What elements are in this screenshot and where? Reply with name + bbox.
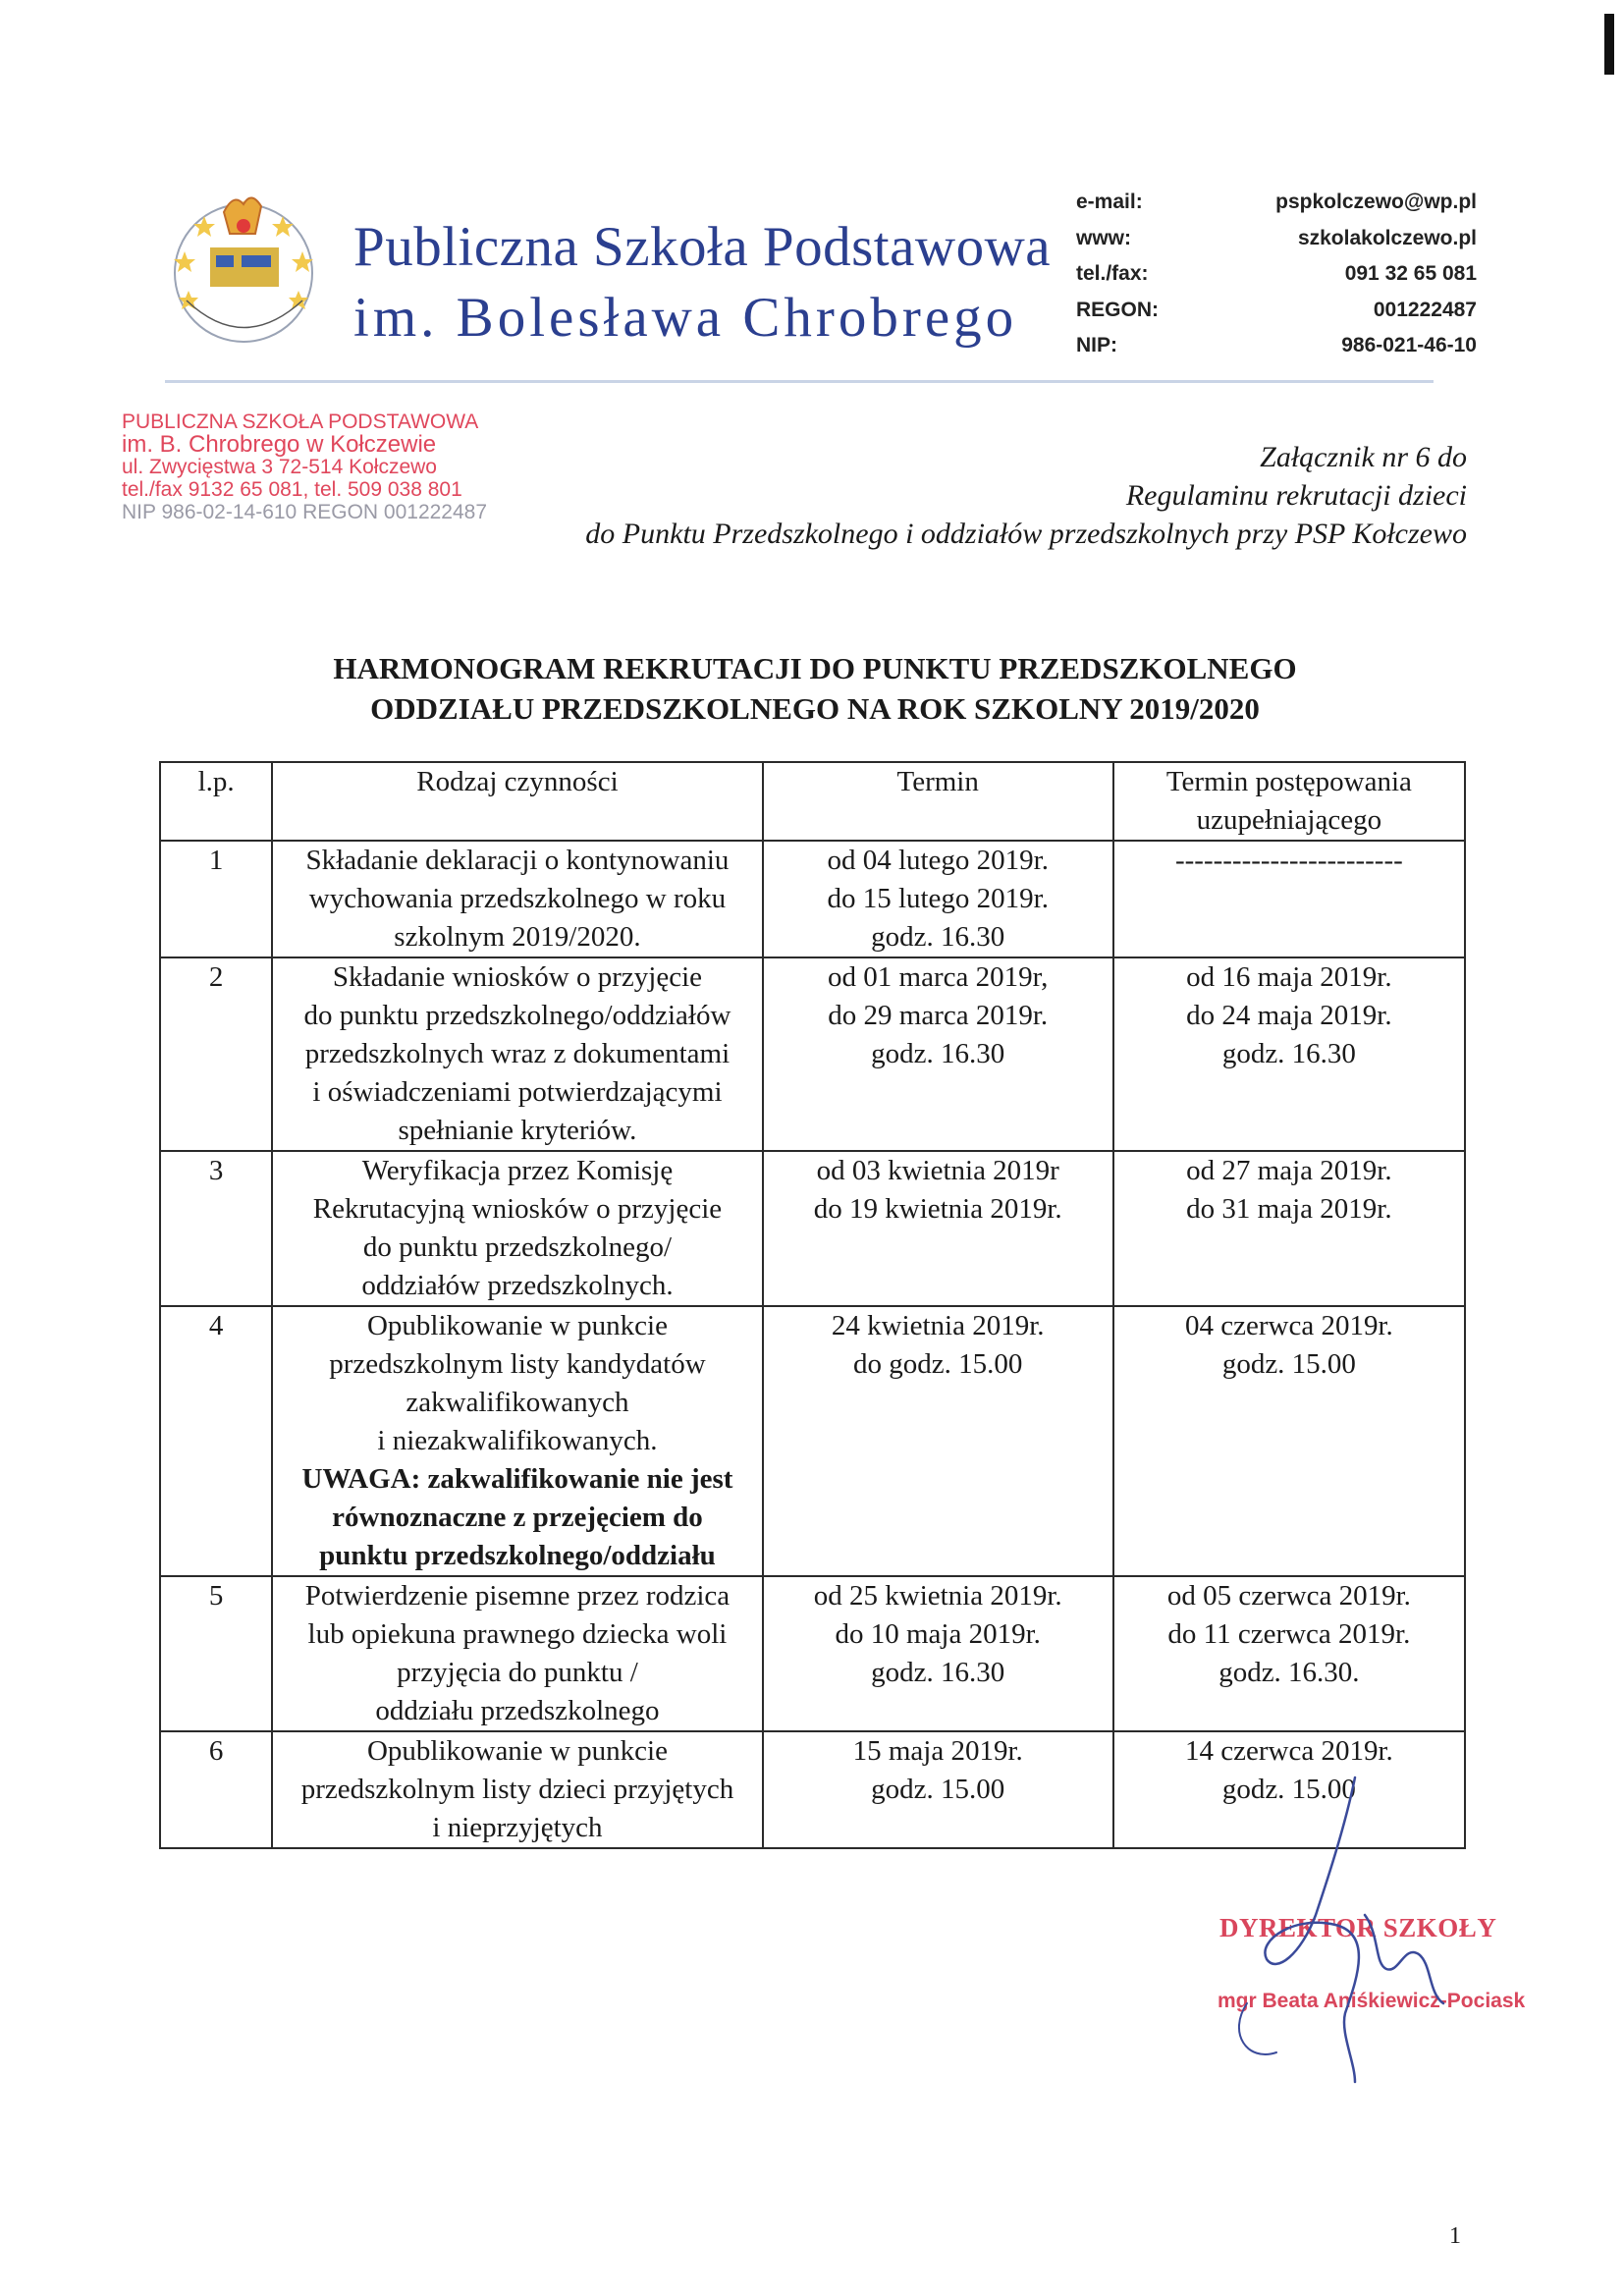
annex-note [471, 438, 1467, 553]
term-line: do 19 kwietnia 2019r. [813, 1193, 1062, 1225]
header-activity: Rodzaj czynności [272, 762, 762, 841]
term-line: godz. 16.30 [871, 1038, 1005, 1069]
table-row [160, 957, 1465, 1151]
supplementary-line: od 05 czerwca 2019r. [1166, 1580, 1411, 1612]
contact-regon-label: REGON: [1076, 298, 1159, 321]
activity-line: spełnianie kryteriów. [398, 1115, 637, 1146]
school-name [353, 212, 1051, 354]
header-lp: l.p. [160, 762, 272, 841]
activity-line: Weryfikacja przez Komisję [361, 1155, 674, 1186]
row-number: 5 [160, 1576, 272, 1731]
activity-cell [272, 1151, 762, 1306]
activity-line: Opublikowanie w punkcie [366, 1310, 668, 1341]
term-line: do godz. 15.00 [853, 1348, 1023, 1380]
term-line: do 15 lutego 2019r. [827, 883, 1049, 914]
activity-line: oddziałów przedszkolnych. [361, 1270, 674, 1301]
school-stamp [122, 410, 487, 523]
activity-line: zakwalifikowanych [406, 1387, 629, 1418]
term-line: 15 maja 2019r. [852, 1735, 1023, 1767]
school-name-line2: im. Bolesława Chrobrego [353, 287, 1018, 349]
contact-email-label: e-mail: [1076, 191, 1143, 213]
activity-line: do punktu przedszkolnego/ [362, 1231, 673, 1263]
activity-line: lub opiekuna prawnego dziecka woli [307, 1618, 728, 1650]
supplementary-line: godz. 15.00 [1221, 1348, 1356, 1380]
term-line: od 03 kwietnia 2019r [816, 1155, 1059, 1186]
activity-line: oddziału przedszkolnego [375, 1695, 660, 1726]
header-supplementary: Termin postępowania uzupełniającego [1113, 762, 1465, 841]
contact-regon-row [1076, 293, 1477, 329]
row-number: 3 [160, 1151, 272, 1306]
term-cell [763, 1151, 1113, 1306]
term-line: 24 kwietnia 2019r. [831, 1310, 1045, 1341]
supplementary-cell [1113, 1306, 1465, 1576]
contact-phone-value: 091 32 65 081 [1344, 262, 1477, 285]
stamp-line5: NIP 986-02-14-610 REGON 001222487 [122, 501, 488, 523]
school-logo [165, 183, 322, 355]
school-name-line1: Publiczna Szkoła Podstawowa [353, 216, 1052, 278]
annex-line1: Załącznik nr 6 do [1260, 441, 1467, 473]
activity-line: Potwierdzenie pisemne przez rodzica [304, 1580, 731, 1612]
activity-line: Składanie wniosków o przyjęcie [332, 961, 702, 993]
contact-nip-value: 986-021-46-10 [1341, 334, 1477, 356]
row-number: 1 [160, 841, 272, 957]
warning-note-line: równoznaczne z przejęciem do [332, 1502, 703, 1533]
annex-line2: Regulaminu rekrutacji dzieci [1125, 479, 1467, 512]
supplementary-line: ------------------------ [1174, 845, 1403, 876]
row-number: 2 [160, 957, 272, 1151]
supplementary-line: do 31 maja 2019r. [1186, 1193, 1392, 1225]
activity-line: przyjęcia do punktu / [397, 1657, 638, 1688]
header-divider [165, 380, 1434, 383]
stamp-line3: ul. Zwycięstwa 3 72-514 Kołczewo [122, 456, 437, 478]
activity-line: do punktu przedszkolnego/oddziałów [303, 1000, 731, 1031]
activity-line: przedszkolnym listy dzieci przyjętych [300, 1774, 734, 1805]
supplementary-cell [1113, 1151, 1465, 1306]
stamp-line4: tel./fax 9132 65 081, tel. 509 038 801 [122, 478, 462, 501]
signature-title: DYREKTOR SZKOŁY [1219, 1913, 1497, 1942]
term-cell [763, 957, 1113, 1151]
page-number: 1 [1449, 2223, 1461, 2249]
contact-email-row [1076, 185, 1477, 221]
activity-line: i niezakwalifikowanych. [377, 1425, 658, 1456]
term-line: godz. 16.30 [871, 1657, 1005, 1688]
stamp-line2: im. B. Chrobrego w Kołczewie [122, 431, 437, 458]
supplementary-line: do 11 czerwca 2019r. [1167, 1618, 1411, 1650]
supplementary-line: do 24 maja 2019r. [1186, 1000, 1392, 1031]
contact-nip-label: NIP: [1076, 334, 1117, 356]
stamp-line1: PUBLICZNA SZKOŁA PODSTAWOWA [122, 410, 479, 433]
row-number: 6 [160, 1731, 272, 1848]
supplementary-line: od 27 maja 2019r. [1186, 1155, 1392, 1186]
signature-name: mgr Beata Aniśkiewicz-Pociask [1218, 1990, 1526, 2012]
contact-www-row [1076, 221, 1477, 257]
table-row [160, 1576, 1465, 1731]
term-line: od 01 marca 2019r, [828, 961, 1049, 993]
row-number: 4 [160, 1306, 272, 1576]
table-row [160, 841, 1465, 957]
term-line: do 10 maja 2019r. [835, 1618, 1041, 1650]
recruitment-schedule-table [159, 761, 1466, 1849]
term-line: godz. 15.00 [871, 1774, 1005, 1805]
activity-line: Opublikowanie w punkcie [366, 1735, 668, 1767]
activity-cell [272, 957, 762, 1151]
supplementary-cell [1113, 957, 1465, 1151]
activity-line: Składanie deklaracji o kontynowaniu [305, 845, 730, 876]
activity-line: przedszkolnym listy kandydatów [329, 1348, 706, 1380]
title-line2: ODDZIAŁU PRZEDSZKOLNEGO NA ROK SZKOLNY 2019/2020 [370, 691, 1260, 726]
handwritten-signature [1208, 1768, 1463, 2092]
contact-info [1076, 185, 1477, 364]
term-cell [763, 1306, 1113, 1576]
term-line: od 04 lutego 2019r. [827, 845, 1049, 876]
title-line1: HARMONOGRAM REKRUTACJI DO PUNKTU PRZEDSZKOLNEGO [333, 651, 1297, 685]
term-cell [763, 1731, 1113, 1848]
annex-line3: do Punktu Przedszkolnego i oddziałów przedszkolnych przy PSP Kołczewo [585, 518, 1467, 550]
contact-phone-label: tel./fax: [1076, 262, 1149, 285]
term-line: godz. 16.30 [871, 921, 1005, 953]
contact-email-value: pspkolczewo@wp.pl [1275, 191, 1477, 213]
activity-cell [272, 1576, 762, 1731]
activity-cell [272, 1731, 762, 1848]
document-title [157, 648, 1473, 729]
supplementary-line: 14 czerwca 2019r. [1185, 1735, 1393, 1767]
supplementary-line: godz. 16.30. [1218, 1657, 1360, 1688]
supplementary-line: godz. 15.00 [1221, 1774, 1356, 1805]
supplementary-line: od 16 maja 2019r. [1186, 961, 1392, 993]
warning-note-line: UWAGA: zakwalifikowanie nie jest [301, 1463, 733, 1495]
contact-regon-value: 001222487 [1373, 298, 1477, 321]
supplementary-line: 04 czerwca 2019r. [1185, 1310, 1393, 1341]
contact-phone-row [1076, 256, 1477, 293]
activity-line: wychowania przedszkolnego w roku [308, 883, 727, 914]
supplementary-cell [1113, 841, 1465, 957]
table-row [160, 1151, 1465, 1306]
supplementary-cell [1113, 1576, 1465, 1731]
header-term: Termin [763, 762, 1113, 841]
table-header-row [160, 762, 1465, 841]
activity-cell [272, 841, 762, 957]
warning-note-line: punktu przedszkolnego/oddziału [319, 1540, 716, 1571]
activity-line: Rekrutacyjną wniosków o przyjęcie [312, 1193, 723, 1225]
activity-line: i oświadczeniami potwierdzającymi [312, 1076, 723, 1108]
term-cell [763, 841, 1113, 957]
contact-nip-row [1076, 328, 1477, 364]
term-line: od 25 kwietnia 2019r. [813, 1580, 1062, 1612]
supplementary-line: godz. 16.30 [1221, 1038, 1356, 1069]
activity-line: szkolnym 2019/2020. [394, 921, 641, 953]
term-cell [763, 1576, 1113, 1731]
activity-cell [272, 1306, 762, 1576]
scan-mark [1604, 14, 1614, 75]
term-line: do 29 marca 2019r. [828, 1000, 1049, 1031]
table-row [160, 1306, 1465, 1576]
activity-line: przedszkolnych wraz z dokumentami [304, 1038, 731, 1069]
activity-line: i nieprzyjętych [432, 1812, 603, 1843]
contact-www-value: szkolakolczewo.pl [1297, 226, 1477, 249]
contact-www-label: www: [1076, 226, 1131, 249]
